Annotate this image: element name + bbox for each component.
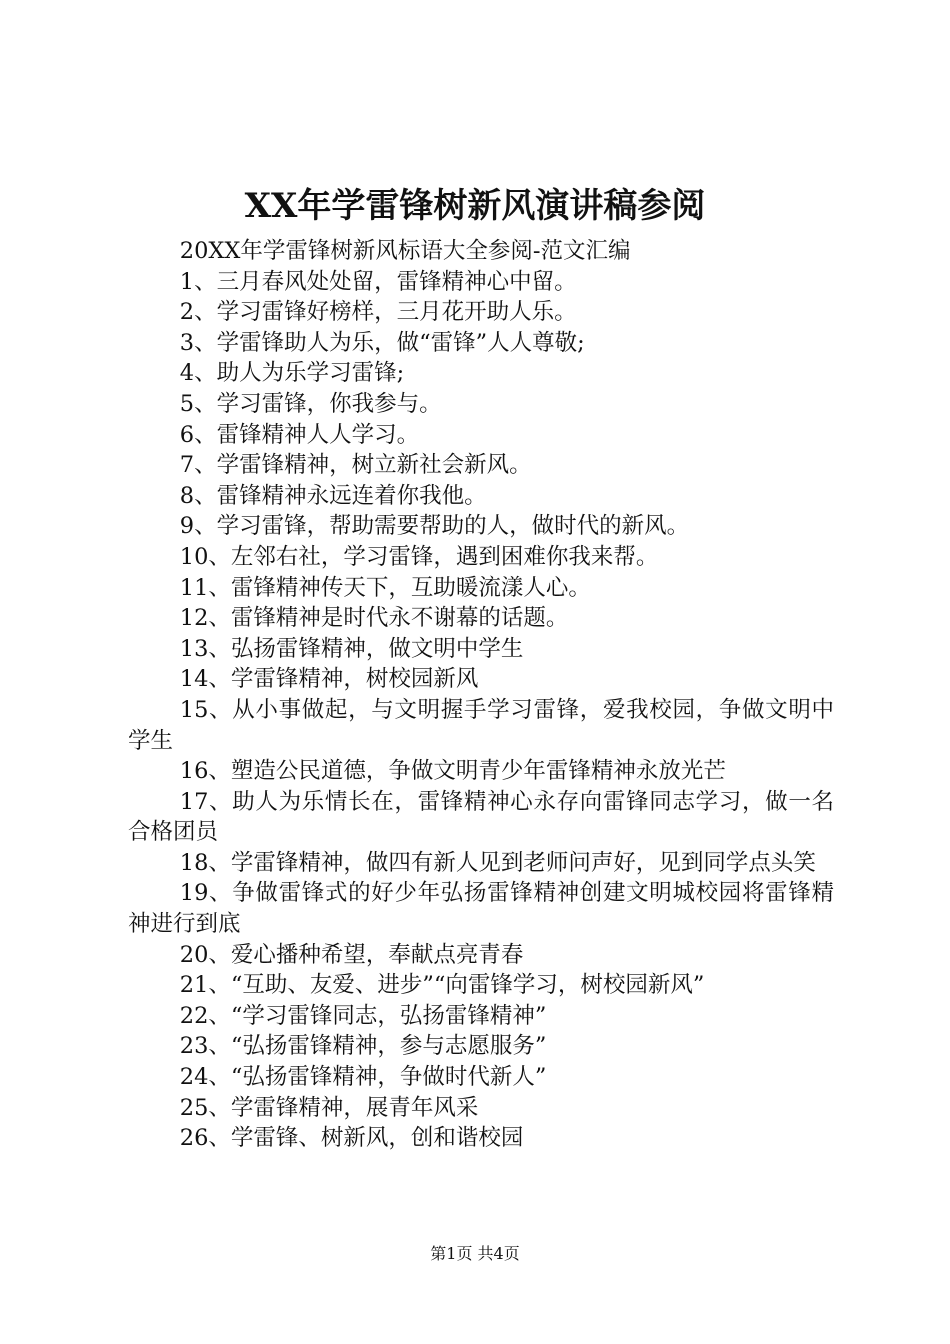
paragraph-item: 12、雷锋精神是时代永不谢幕的话题。 — [179, 605, 569, 632]
paragraph-item: 1、三月春风处处留，雷锋精神心中留。 — [179, 268, 577, 295]
paragraph-item: 8、雷锋精神永远连着你我他。 — [179, 482, 487, 509]
paragraph-item: 9、学习雷锋，帮助需要帮助的人，做时代的新风。 — [179, 513, 690, 540]
paragraph-intro: 20XX年学雷锋树新风标语大全参阅-范文汇编 — [179, 238, 631, 264]
paragraph-item: 10、左邻右社，学习雷锋，遇到困难你我来帮。 — [179, 543, 659, 570]
paragraph-item: 22、“学习雷锋同志，弘扬雷锋精神” — [179, 1002, 547, 1029]
paragraph-item: 18、学雷锋精神，做四有新人见到老师问声好，见到同学点头笑 — [179, 849, 816, 876]
paragraph-item: 5、学习雷锋，你我参与。 — [179, 390, 442, 417]
paragraph-item: 16、塑造公民道德，争做文明青少年雷锋精神永放光芒 — [179, 758, 726, 785]
paragraph-item: 26、学雷锋、树新风，创和谐校园 — [179, 1125, 524, 1152]
document-body — [128, 236, 834, 1154]
document-title: XX年学雷锋树新风演讲稿参阅 — [244, 186, 706, 226]
paragraph-item: 19、争做雷锋式的好少年弘扬雷锋精神创建文明城校园将雷锋精神进行到底 — [128, 880, 834, 938]
paragraph-item: 24、“弘扬雷锋精神，争做时代新人” — [179, 1064, 547, 1091]
paragraph-item: 15、从小事做起，与文明握手学习雷锋，爱我校园，争做文明中学生 — [128, 696, 834, 754]
paragraph-item: 2、学习雷锋好榜样，三月花开助人乐。 — [179, 299, 577, 326]
paragraph-item: 25、学雷锋精神，展青年风采 — [179, 1094, 479, 1121]
paragraph-item: 11、雷锋精神传天下，互助暖流漾人心。 — [179, 574, 591, 601]
page-footer: 第1页 共4页 — [430, 1244, 520, 1263]
paragraph-item: 14、学雷锋精神，树校园新风 — [179, 666, 479, 693]
paragraph-item: 3、学雷锋助人为乐，做“雷锋”人人尊敬; — [179, 329, 585, 356]
paragraph-item: 20、爱心播种希望，奉献点亮青春 — [179, 941, 524, 968]
paragraph-item: 4、助人为乐学习雷锋; — [179, 360, 405, 387]
paragraph-item: 23、“弘扬雷锋精神，参与志愿服务” — [179, 1033, 547, 1060]
paragraph-item: 6、雷锋精神人人学习。 — [179, 421, 420, 448]
paragraph-item: 7、学雷锋精神，树立新社会新风。 — [179, 452, 532, 479]
paragraph-item: 21、“互助、友爱、进步”“向雷锋学习，树校园新风” — [179, 972, 705, 999]
paragraph-item: 13、弘扬雷锋精神，做文明中学生 — [179, 635, 524, 662]
paragraph-item: 17、助人为乐情长在，雷锋精神心永存向雷锋同志学习，做一名合格团员 — [128, 788, 834, 846]
